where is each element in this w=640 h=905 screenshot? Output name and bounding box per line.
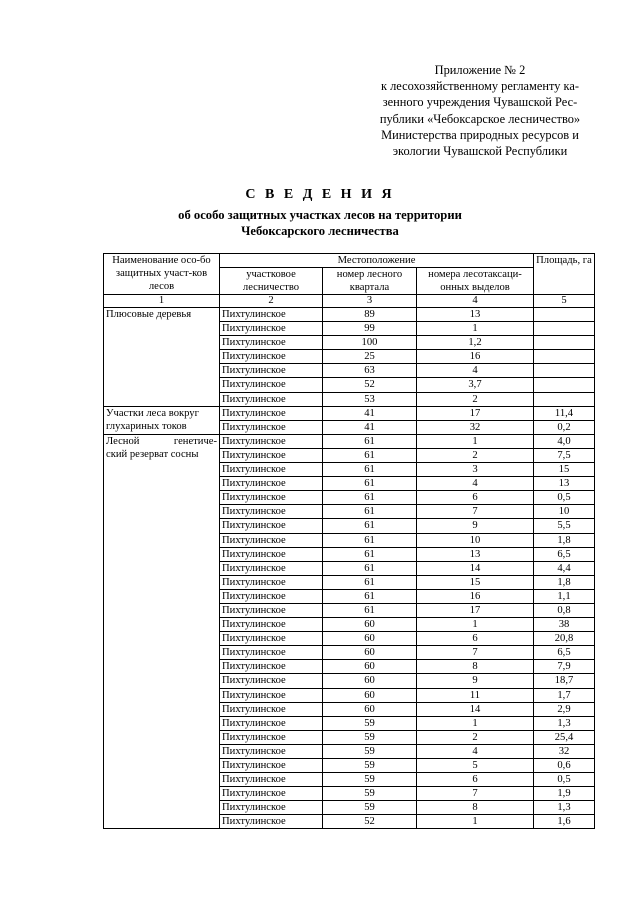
- plots-cell: 6: [417, 773, 534, 787]
- forestry-cell: Пихтулинское: [220, 561, 323, 575]
- plots-cell: 16: [417, 589, 534, 603]
- forestry-cell: Пихтулинское: [220, 801, 323, 815]
- table-row: [104, 406, 595, 420]
- plots-cell: 4: [417, 364, 534, 378]
- protected-area-name-line: ский резерват сосны: [106, 448, 199, 460]
- forestry-cell: Пихтулинское: [220, 322, 323, 336]
- quarter-cell: 59: [323, 716, 417, 730]
- forestry-cell: Пихтулинское: [220, 505, 323, 519]
- quarter-cell: 52: [323, 815, 417, 829]
- area-cell: [534, 378, 595, 392]
- area-cell: 0,5: [534, 491, 595, 505]
- quarter-cell: 59: [323, 730, 417, 744]
- area-cell: 32: [534, 744, 595, 758]
- forestry-cell: Пихтулинское: [220, 519, 323, 533]
- header-quarter: номер лесного квартала: [323, 268, 417, 295]
- quarter-cell: 63: [323, 364, 417, 378]
- header-forestry: участковое лесничество: [220, 268, 323, 295]
- protected-area-name-line: Участки леса вокруг: [106, 407, 199, 419]
- plots-cell: 8: [417, 801, 534, 815]
- protected-area-name-line: Лесной генетиче-: [106, 435, 217, 447]
- area-cell: 1,7: [534, 688, 595, 702]
- forestry-cell: Пихтулинское: [220, 406, 323, 420]
- area-cell: 20,8: [534, 632, 595, 646]
- table-row: [104, 308, 595, 322]
- plots-cell: 8: [417, 660, 534, 674]
- quarter-cell: 61: [323, 519, 417, 533]
- area-cell: 1,6: [534, 815, 595, 829]
- column-number: 4: [417, 295, 534, 308]
- quarter-cell: 61: [323, 561, 417, 575]
- forestry-cell: Пихтулинское: [220, 547, 323, 561]
- plots-cell: 10: [417, 533, 534, 547]
- plots-cell: 1: [417, 815, 534, 829]
- appendix-line: экологии Чувашской Республики: [392, 144, 568, 159]
- plots-cell: 7: [417, 505, 534, 519]
- plots-cell: 7: [417, 646, 534, 660]
- quarter-cell: 61: [323, 547, 417, 561]
- forestry-cell: Пихтулинское: [220, 575, 323, 589]
- forestry-cell: Пихтулинское: [220, 674, 323, 688]
- forestry-cell: Пихтулинское: [220, 618, 323, 632]
- forestry-cell: Пихтулинское: [220, 702, 323, 716]
- forestry-cell: Пихтулинское: [220, 589, 323, 603]
- area-cell: 18,7: [534, 674, 595, 688]
- quarter-cell: 59: [323, 759, 417, 773]
- quarter-cell: 61: [323, 533, 417, 547]
- forestry-cell: Пихтулинское: [220, 787, 323, 801]
- forestry-cell: Пихтулинское: [220, 759, 323, 773]
- quarter-cell: 61: [323, 434, 417, 448]
- forestry-cell: Пихтулинское: [220, 392, 323, 406]
- plots-cell: 6: [417, 632, 534, 646]
- quarter-cell: 61: [323, 448, 417, 462]
- quarter-cell: 60: [323, 618, 417, 632]
- appendix-line: Министерства природных ресурсов и: [381, 127, 579, 142]
- plots-cell: 3: [417, 463, 534, 477]
- area-cell: [534, 308, 595, 322]
- area-cell: [534, 364, 595, 378]
- forestry-cell: Пихтулинское: [220, 350, 323, 364]
- plots-cell: 1,2: [417, 336, 534, 350]
- plots-cell: 13: [417, 308, 534, 322]
- quarter-cell: 41: [323, 420, 417, 434]
- quarter-cell: 52: [323, 378, 417, 392]
- area-cell: [534, 336, 595, 350]
- protected-area-name: [104, 434, 220, 829]
- forestry-cell: Пихтулинское: [220, 744, 323, 758]
- plots-cell: 4: [417, 744, 534, 758]
- plots-cell: 4: [417, 477, 534, 491]
- column-number: 1: [104, 295, 220, 308]
- plots-cell: 3,7: [417, 378, 534, 392]
- forestry-cell: Пихтулинское: [220, 603, 323, 617]
- plots-cell: 2: [417, 392, 534, 406]
- appendix-line: к лесохозяйственному регламенту ка-: [381, 79, 579, 94]
- header-name: Наименование осо-бо защитных участ-ков лесов: [104, 254, 220, 295]
- plots-cell: 17: [417, 406, 534, 420]
- quarter-cell: 59: [323, 801, 417, 815]
- quarter-cell: 61: [323, 505, 417, 519]
- quarter-cell: 59: [323, 773, 417, 787]
- protected-area-name-line: Плюсовые деревья: [106, 309, 192, 320]
- quarter-cell: 60: [323, 674, 417, 688]
- plots-cell: 1: [417, 716, 534, 730]
- plots-cell: 2: [417, 448, 534, 462]
- area-cell: 1,8: [534, 575, 595, 589]
- document-title: С В Е Д Е Н И Я: [245, 187, 395, 202]
- quarter-cell: 59: [323, 787, 417, 801]
- area-cell: 11,4: [534, 406, 595, 420]
- area-cell: 0,6: [534, 759, 595, 773]
- forestry-cell: Пихтулинское: [220, 533, 323, 547]
- area-cell: 15: [534, 463, 595, 477]
- plots-cell: 13: [417, 547, 534, 561]
- area-cell: 4,4: [534, 561, 595, 575]
- forestry-cell: Пихтулинское: [220, 815, 323, 829]
- area-cell: [534, 322, 595, 336]
- quarter-cell: 41: [323, 406, 417, 420]
- area-cell: 38: [534, 618, 595, 632]
- plots-cell: 1: [417, 618, 534, 632]
- appendix-header: [362, 62, 598, 159]
- column-number: 5: [534, 295, 595, 308]
- quarter-cell: 60: [323, 632, 417, 646]
- area-cell: 7,9: [534, 660, 595, 674]
- quarter-cell: 60: [323, 660, 417, 674]
- forestry-cell: Пихтулинское: [220, 491, 323, 505]
- forestry-cell: Пихтулинское: [220, 688, 323, 702]
- area-cell: 6,5: [534, 547, 595, 561]
- forestry-cell: Пихтулинское: [220, 463, 323, 477]
- plots-cell: 1: [417, 434, 534, 448]
- plots-cell: 14: [417, 561, 534, 575]
- area-cell: 0,2: [534, 420, 595, 434]
- header-area: Площадь, га: [534, 254, 595, 295]
- forestry-cell: Пихтулинское: [220, 730, 323, 744]
- subtitle-line: об особо защитных участках лесов на территории: [178, 208, 462, 222]
- column-number: 2: [220, 295, 323, 308]
- header-plots: номера лесотаксаци-онных выделов: [417, 268, 534, 295]
- quarter-cell: 61: [323, 589, 417, 603]
- quarter-cell: 61: [323, 477, 417, 491]
- area-cell: 2,9: [534, 702, 595, 716]
- plots-cell: 6: [417, 491, 534, 505]
- plots-cell: 5: [417, 759, 534, 773]
- forestry-cell: Пихтулинское: [220, 378, 323, 392]
- plots-cell: 14: [417, 702, 534, 716]
- quarter-cell: 60: [323, 702, 417, 716]
- area-cell: 1,8: [534, 533, 595, 547]
- quarter-cell: 60: [323, 646, 417, 660]
- plots-cell: 1: [417, 322, 534, 336]
- plots-cell: 17: [417, 603, 534, 617]
- area-cell: 13: [534, 477, 595, 491]
- area-cell: 25,4: [534, 730, 595, 744]
- table-row: [104, 434, 595, 448]
- area-cell: [534, 392, 595, 406]
- quarter-cell: 25: [323, 350, 417, 364]
- area-cell: 0,5: [534, 773, 595, 787]
- area-cell: 5,5: [534, 519, 595, 533]
- column-number: 3: [323, 295, 417, 308]
- forestry-cell: Пихтулинское: [220, 632, 323, 646]
- table-body: [104, 308, 595, 829]
- protected-area-name: [104, 308, 220, 407]
- quarter-cell: 60: [323, 688, 417, 702]
- area-cell: 1,1: [534, 589, 595, 603]
- forestry-cell: Пихтулинское: [220, 660, 323, 674]
- plots-cell: 9: [417, 519, 534, 533]
- quarter-cell: 61: [323, 603, 417, 617]
- forestry-cell: Пихтулинское: [220, 646, 323, 660]
- plots-cell: 2: [417, 730, 534, 744]
- quarter-cell: 99: [323, 322, 417, 336]
- area-cell: [534, 350, 595, 364]
- plots-cell: 7: [417, 787, 534, 801]
- area-cell: 4,0: [534, 434, 595, 448]
- protected-areas-table: [103, 253, 595, 829]
- protected-area-name-line: глухариных токов: [106, 420, 187, 432]
- protected-area-name: [104, 406, 220, 434]
- quarter-cell: 61: [323, 491, 417, 505]
- appendix-line: публики «Чебоксарское лесничество»: [379, 111, 581, 126]
- area-cell: 1,3: [534, 801, 595, 815]
- forestry-cell: Пихтулинское: [220, 308, 323, 322]
- document-subtitle: [100, 207, 540, 239]
- appendix-line: зенного учреждения Чувашской Рес-: [382, 95, 578, 110]
- forestry-cell: Пихтулинское: [220, 336, 323, 350]
- area-cell: 0,8: [534, 603, 595, 617]
- quarter-cell: 61: [323, 463, 417, 477]
- forestry-cell: Пихтулинское: [220, 434, 323, 448]
- plots-cell: 9: [417, 674, 534, 688]
- plots-cell: 11: [417, 688, 534, 702]
- area-cell: 1,3: [534, 716, 595, 730]
- plots-cell: 15: [417, 575, 534, 589]
- forestry-cell: Пихтулинское: [220, 773, 323, 787]
- area-cell: 7,5: [534, 448, 595, 462]
- subtitle-line: Чебоксарского лесничества: [241, 224, 399, 238]
- forestry-cell: Пихтулинское: [220, 716, 323, 730]
- quarter-cell: 53: [323, 392, 417, 406]
- area-cell: 1,9: [534, 787, 595, 801]
- area-cell: 6,5: [534, 646, 595, 660]
- area-cell: 10: [534, 505, 595, 519]
- appendix-line: Приложение № 2: [434, 63, 526, 77]
- forestry-cell: Пихтулинское: [220, 477, 323, 491]
- quarter-cell: 61: [323, 575, 417, 589]
- quarter-cell: 89: [323, 308, 417, 322]
- column-number-row: [104, 295, 595, 308]
- forestry-cell: Пихтулинское: [220, 364, 323, 378]
- header-location: Местоположение: [220, 254, 534, 268]
- plots-cell: 16: [417, 350, 534, 364]
- quarter-cell: 59: [323, 744, 417, 758]
- quarter-cell: 100: [323, 336, 417, 350]
- forestry-cell: Пихтулинское: [220, 448, 323, 462]
- plots-cell: 32: [417, 420, 534, 434]
- forestry-cell: Пихтулинское: [220, 420, 323, 434]
